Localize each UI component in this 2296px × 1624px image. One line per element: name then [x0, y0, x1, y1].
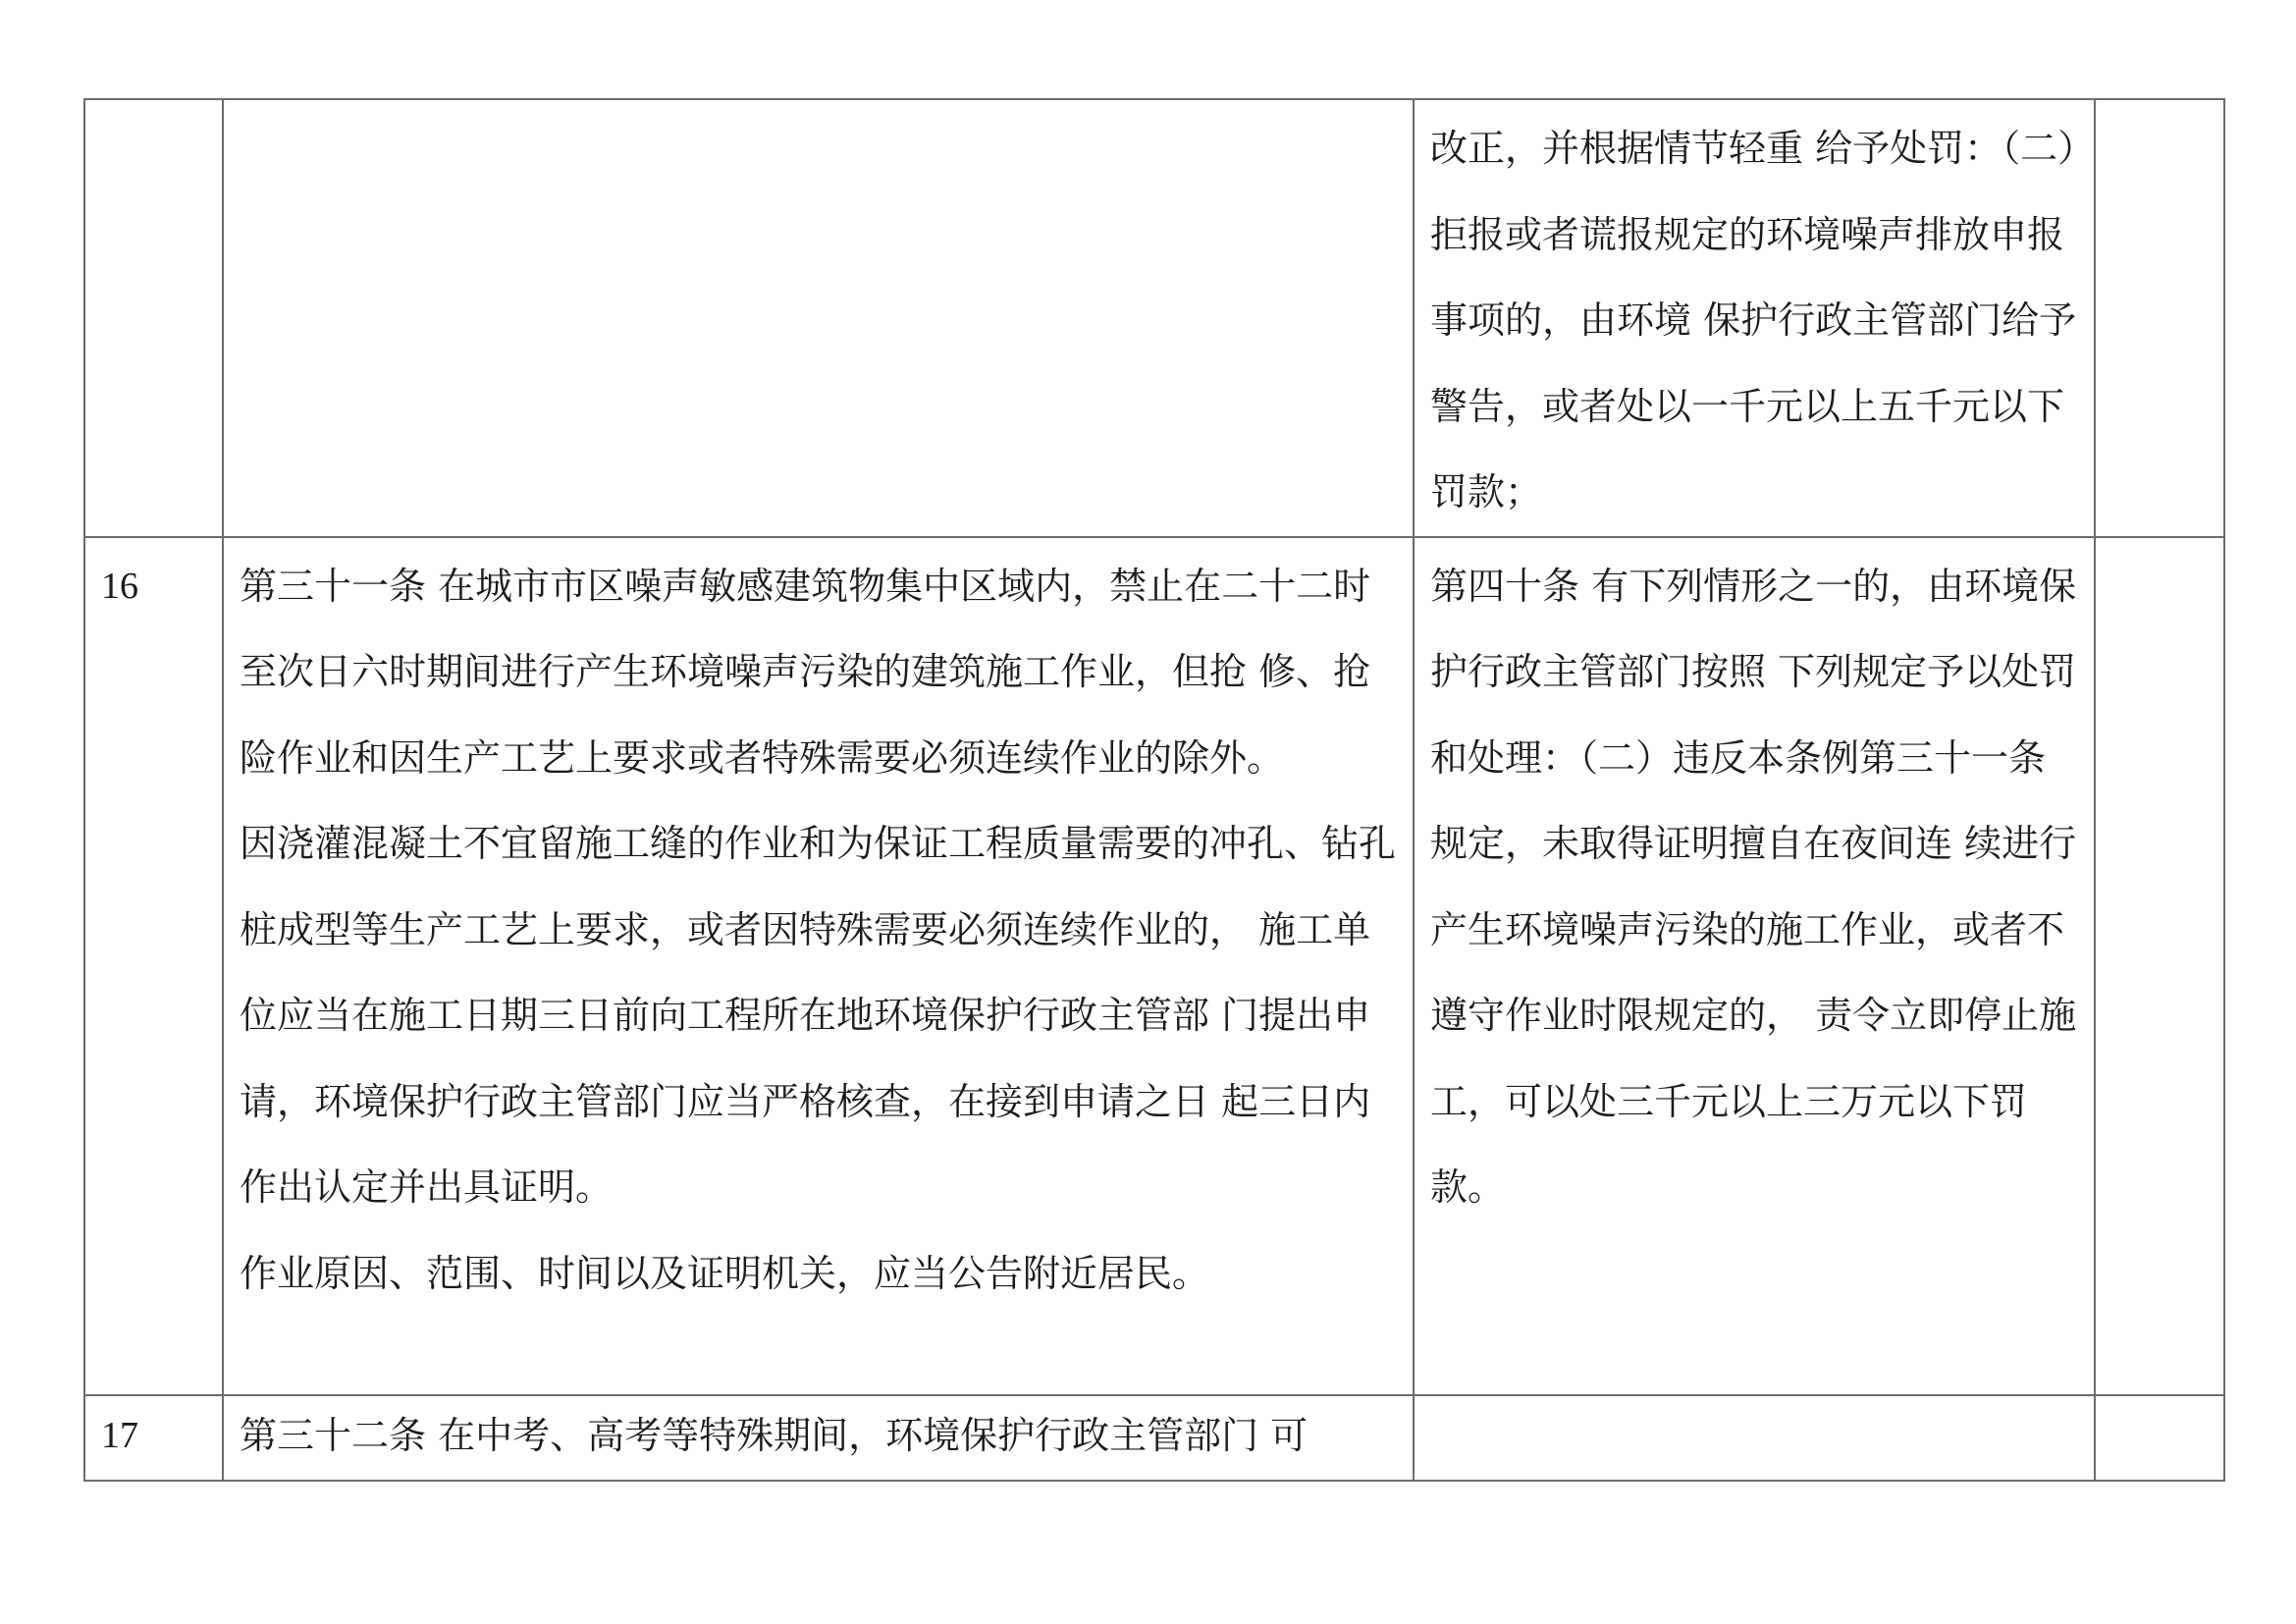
provision-cell	[223, 537, 1414, 1395]
provision-text	[224, 100, 1413, 106]
row-number: 17	[101, 1414, 138, 1456]
remark-cell	[2095, 537, 2224, 1395]
remark-text	[2096, 100, 2223, 106]
provision-paragraph: 因浇灌混凝土不宜留施工缝的作业和为保证工程质量需要的冲孔、钻孔桩成型等生产工艺上要求，或者因特殊需要必须连续作业的， 施工单位应当在施工日期三日前向工程所在地环境保护行政主管部 门提出申请，环境保护行政主管部门应当严格核查，在接到申请之日 起三日内作出认定并出具证明。	[240, 822, 1397, 1209]
penalty-cell	[1414, 1395, 2095, 1481]
provision-paragraph: 第三十二条 在中考、高考等特殊期间，环境保护行政主管部门 可	[240, 1413, 1308, 1457]
penalty-paragraph: 改正，并根据情节轻重 给予处罚：（二）拒报或者谎报规定的环境噪声排放申报事项的，由环境 保护行政主管部门给予警告，或者处以一千元以上五千元以下罚款；	[1430, 127, 2077, 514]
provision-cell	[223, 1395, 1414, 1481]
regulation-table	[83, 98, 2225, 1482]
remark-cell	[2095, 99, 2224, 537]
provision-cell	[223, 99, 1414, 537]
row-number: 16	[101, 565, 138, 607]
row-number-cell	[84, 1395, 223, 1481]
provision-text	[224, 1396, 1413, 1475]
table-row	[84, 537, 2224, 1395]
penalty-cell	[1414, 99, 2095, 537]
penalty-text	[1415, 100, 2094, 536]
penalty-text	[1415, 538, 2094, 1231]
provision-paragraph: 第三十一条 在城市市区噪声敏感建筑物集中区域内，禁止在二十二时至次日六时期间进行产生环境噪声污染的建筑施工作业，但抢 修、抢险作业和因生产工艺上要求或者特殊需要必须连续作业的除外。	[240, 564, 1371, 780]
penalty-cell	[1414, 537, 2095, 1395]
row-number-cell	[84, 99, 223, 537]
table-row	[84, 99, 2224, 537]
table-row	[84, 1395, 2224, 1481]
penalty-paragraph: 第四十条 有下列情形之一的，由环境保护行政主管部门按照 下列规定予以处罚和处理：（二）违反本条例第三十一条规定，未取得证明擅自在夜间连 续进行产生环境噪声污染的施工作业，或者不遵守作业时限规定的， 责令立即停止施工，可以处三千元以上三万元以下罚款。	[1430, 564, 2077, 1209]
row-number	[85, 100, 222, 106]
provision-paragraph: 作业原因、范围、时间以及证明机关，应当公告附近居民。	[240, 1251, 1210, 1295]
provision-text	[224, 538, 1413, 1318]
row-number-cell	[84, 537, 223, 1395]
remark-text	[2096, 538, 2223, 544]
remark-cell	[2095, 1395, 2224, 1481]
